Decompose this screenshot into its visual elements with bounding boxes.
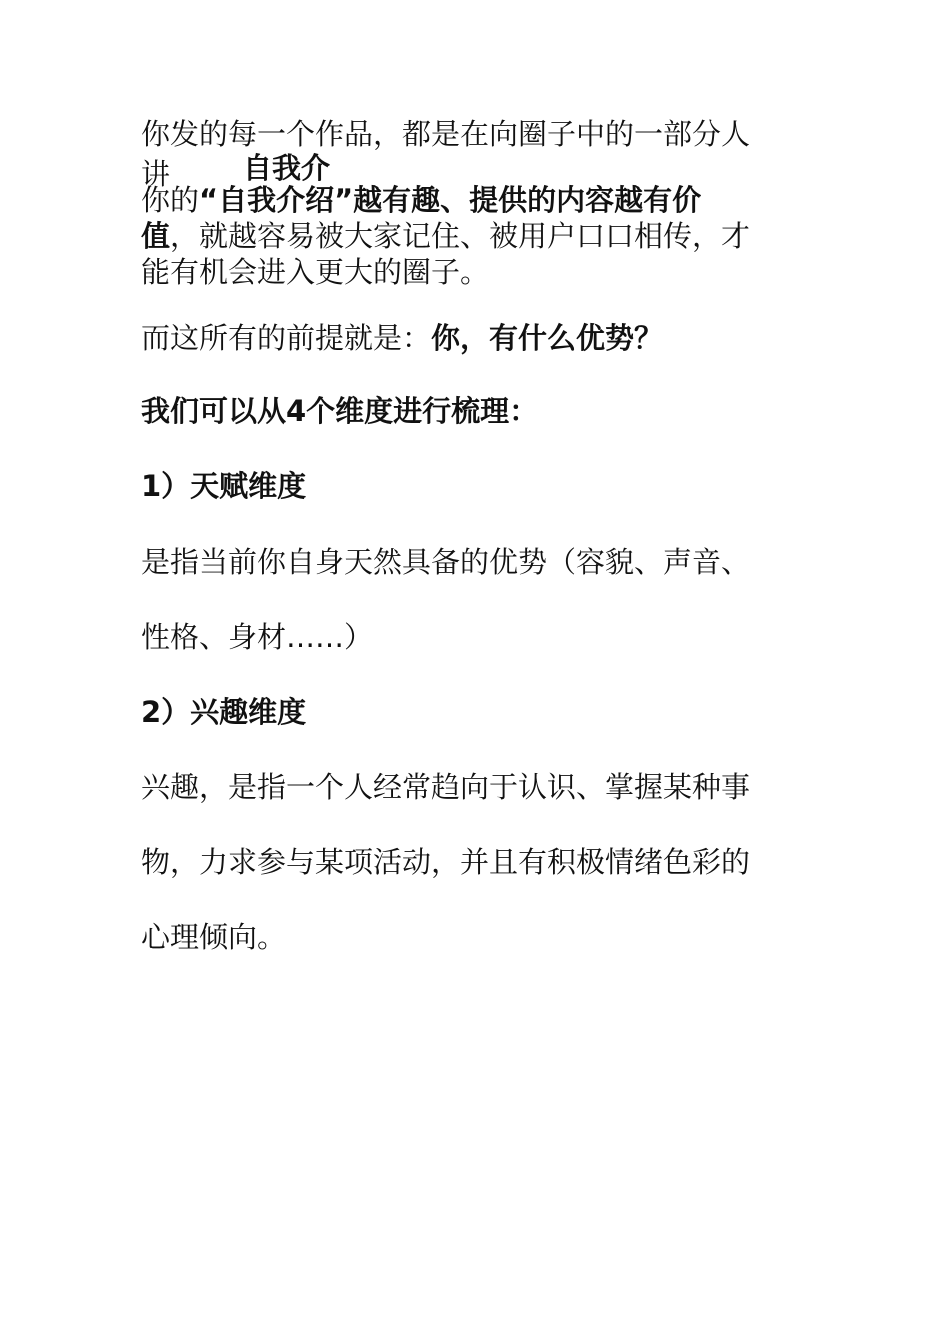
section1-heading: 1）天赋维度: [141, 469, 307, 503]
premise-bold: 你，有什么优势？: [431, 321, 664, 355]
paragraph1-line5: 能有机会进入更大的圈子。: [141, 255, 490, 289]
line4-rest: ，就越容易被大家记住、被用户口口相传，才: [170, 219, 751, 253]
premise-line: [141, 320, 663, 356]
section1-line1: 是指当前你自身天然具备的优势（容貌、声音、: [141, 545, 751, 579]
line4-bold: 值: [141, 219, 171, 253]
paragraph1-line4: [141, 218, 750, 254]
paragraph1-line2: 讲: [141, 157, 171, 191]
section2-line2: 物，力求参与某项活动，并且有积极情绪色彩的: [141, 845, 751, 879]
paragraph1-line1: 你发的每一个作品，都是在向圈子中的一部分人: [141, 117, 751, 151]
paragraph1-line3: [141, 182, 701, 218]
dimensions-intro: 我们可以从4个维度进行梳理：: [141, 394, 539, 428]
section2-line1: 兴趣，是指一个人经常趋向于认识、掌握某种事: [141, 770, 751, 804]
line3-prefix: 你的: [141, 183, 200, 217]
paragraph1-overlap-text: 自我介: [243, 151, 331, 185]
section2-heading: 2）兴趣维度: [141, 695, 307, 729]
line3-bold: “自我介绍”越有趣、提供的内容越有价: [199, 183, 702, 217]
section2-line3: 心理倾向。: [141, 920, 287, 954]
premise-prefix: 而这所有的前提就是：: [141, 321, 432, 355]
section1-line2: 性格、身材……）: [141, 620, 374, 654]
